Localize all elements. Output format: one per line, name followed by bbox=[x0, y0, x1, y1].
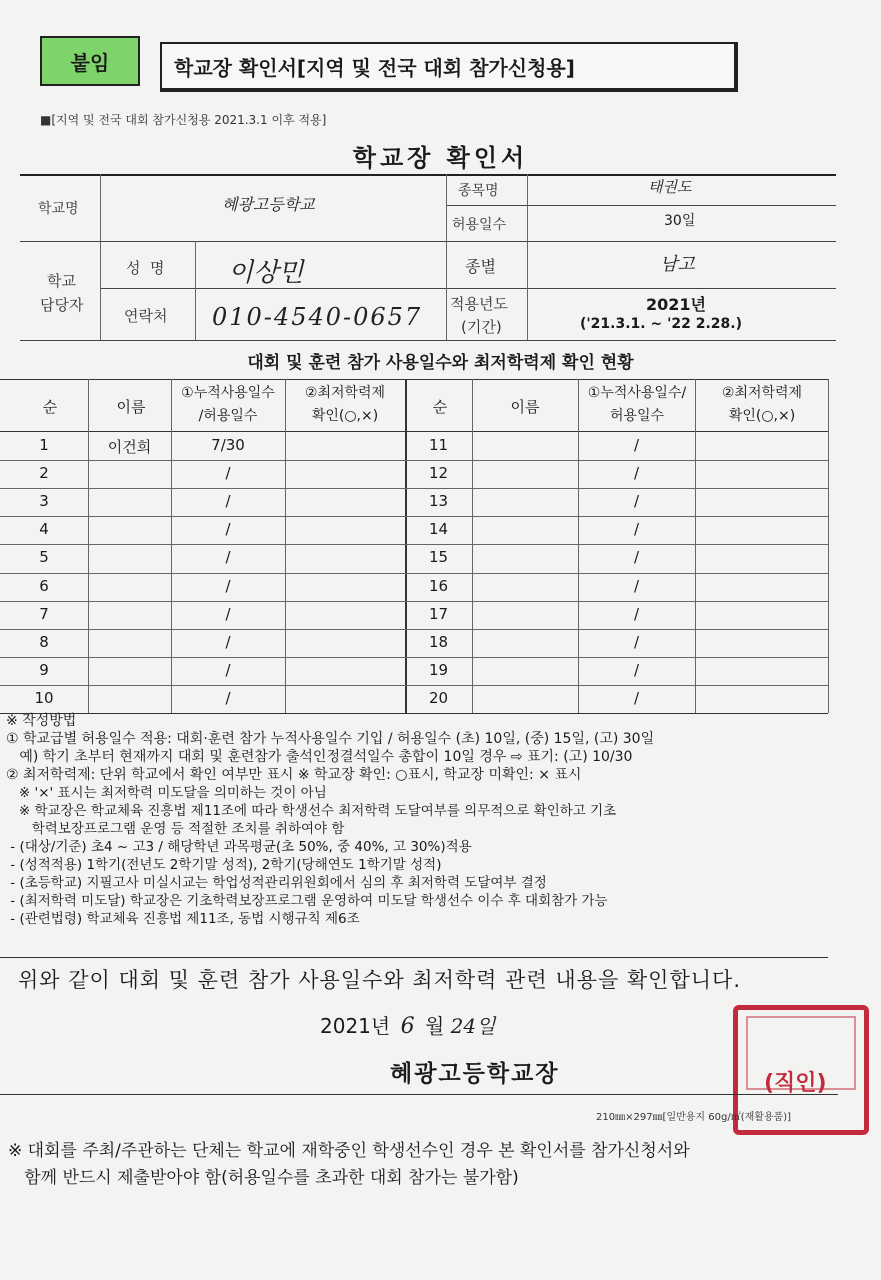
table-cell-no: 5 bbox=[39, 548, 49, 567]
school-name-value: 혜광고등학교 bbox=[222, 195, 315, 214]
col-check-header-2: 확인(○,×) bbox=[311, 408, 379, 424]
footnote-line-2: 함께 반드시 제출받아야 함(허용일수를 초과한 대회 참가는 불가함) bbox=[8, 1168, 519, 1188]
period-value: ('21.3.1. ~ '22 2.28.) bbox=[580, 316, 742, 332]
table-cell-no: 17 bbox=[428, 604, 449, 623]
note-line: ※ '×' 표시는 최저학력 미도달을 의미하는 것이 아님 bbox=[6, 785, 327, 801]
page-title: 학교장 확인서 bbox=[352, 144, 529, 172]
table-cell-no: 15 bbox=[428, 548, 449, 567]
table-cell-used: / bbox=[633, 436, 640, 454]
table-cell-no: 12 bbox=[428, 464, 449, 483]
col-used-header: ①누적사용일수 bbox=[181, 385, 275, 401]
person-label: 학교 bbox=[47, 272, 76, 290]
table-cell-used: / bbox=[633, 604, 640, 623]
name-value: 이상민 bbox=[228, 258, 304, 288]
note-line: - (성적적용) 1학기(전년도 2학기말 성적), 2학기(당해연도 1학기말 성적) bbox=[6, 857, 442, 873]
divider bbox=[20, 340, 836, 341]
col-no-header-right: 순 bbox=[432, 398, 448, 416]
table-cell-used: / bbox=[225, 604, 231, 623]
note-line: ② 최저학력제: 단위 학교에서 확인 여부만 표시 ※ 학교장 확인: ○표시, 학교장 미확인: × 표시 bbox=[6, 767, 582, 783]
divider bbox=[20, 174, 836, 176]
contact-label: 연락처 bbox=[124, 307, 168, 325]
table-cell-no: 18 bbox=[428, 632, 449, 651]
row-divider bbox=[0, 685, 828, 686]
divider bbox=[20, 241, 836, 242]
divider bbox=[100, 174, 101, 340]
col-check-header-right-2: 확인(○,×) bbox=[728, 408, 796, 424]
sport-value: 태권도 bbox=[648, 178, 692, 196]
table-cell-used: / bbox=[633, 492, 640, 511]
divider bbox=[828, 379, 829, 713]
divider bbox=[472, 379, 473, 713]
date-day: 24일 bbox=[450, 1014, 496, 1038]
name-label: 성 명 bbox=[126, 259, 165, 277]
sport-label: 종목명 bbox=[458, 183, 499, 199]
col-check-header: ②최저학력제 bbox=[304, 385, 386, 401]
writing-instructions bbox=[6, 712, 866, 928]
table-cell-used: / bbox=[225, 464, 231, 483]
table-cell-used: / bbox=[225, 520, 231, 539]
attachment-tag: 붙임 bbox=[40, 36, 140, 86]
person-label-2: 담당자 bbox=[40, 296, 84, 314]
table-cell-no: 13 bbox=[428, 492, 449, 511]
applicability-note: ■[지역 및 전국 대회 참가신청용 2021.3.1 이후 적용] bbox=[40, 113, 327, 127]
row-divider bbox=[0, 573, 828, 574]
note-line: - (관련법령) 학교체육 진흥법 제11조, 동법 시행규칙 제6조 bbox=[6, 911, 360, 927]
table-cell-used: / bbox=[633, 632, 640, 651]
table-cell-used: / bbox=[633, 548, 640, 567]
table-cell-used: / bbox=[633, 576, 640, 595]
gender-label: 종별 bbox=[465, 257, 496, 276]
table-cell-used: / bbox=[225, 632, 231, 651]
table-cell-no: 3 bbox=[39, 492, 49, 511]
col-used-header-right: ①누적사용일수/ bbox=[587, 385, 687, 401]
year-label-2: (기간) bbox=[461, 318, 502, 336]
row-divider bbox=[0, 460, 828, 461]
gender-value: 남고 bbox=[660, 254, 695, 275]
col-name-header: 이름 bbox=[116, 398, 146, 416]
note-line: - (대상/기준) 초4 ~ 고3 / 해당학년 과목평균(초 50%, 중 40%, 고 30%)적용 bbox=[6, 839, 472, 855]
divider bbox=[0, 379, 828, 380]
divider bbox=[0, 1094, 838, 1095]
table-cell-no: 6 bbox=[39, 576, 49, 595]
divider bbox=[527, 174, 528, 340]
col-no-header: 순 bbox=[42, 398, 58, 416]
row-divider bbox=[0, 488, 828, 489]
school-head: 혜광고등학교장 bbox=[390, 1061, 560, 1087]
seal-label: (직인) bbox=[764, 1071, 827, 1096]
table-cell-used: / bbox=[225, 548, 231, 567]
signing-date bbox=[320, 1010, 495, 1039]
table-cell-no: 8 bbox=[39, 632, 49, 651]
table-cell-no: 10 bbox=[34, 688, 54, 707]
note-line: - (초등학교) 지필고사 미실시교는 학업성적관리위원회에서 심의 후 최저학력 도달여부 결정 bbox=[6, 875, 547, 891]
divider bbox=[0, 957, 828, 958]
table-cell-used: / bbox=[225, 576, 231, 595]
table-cell-no: 11 bbox=[428, 436, 449, 454]
document-heading: 학교장 확인서[지역 및 전국 대회 참가신청용] bbox=[160, 42, 738, 92]
table-cell-no: 7 bbox=[39, 604, 49, 623]
table-cell-no: 1 bbox=[39, 436, 49, 454]
row-divider bbox=[0, 657, 828, 658]
table-cell-no: 2 bbox=[39, 464, 49, 483]
col-used-header-right-2: 허용일수 bbox=[609, 408, 665, 424]
table-cell-used: 7/30 bbox=[211, 436, 245, 454]
confirmation-statement: 위와 같이 대회 및 훈련 참가 사용일수와 최저학력 관련 내용을 확인합니다. bbox=[18, 968, 742, 992]
year-value: 2021년 bbox=[646, 295, 706, 314]
section-title: 대회 및 훈련 참가 사용일수와 최저학력제 확인 현황 bbox=[247, 353, 634, 373]
col-check-header-right: ②최저학력제 bbox=[721, 385, 803, 401]
divider bbox=[446, 205, 836, 206]
note-line: ① 학교급별 허용일수 적용: 대회·훈련 참가 누적사용일수 기입 / 허용일수 (초) 10일, (중) 15일, (고) 30일 bbox=[6, 731, 655, 747]
table-cell-no: 19 bbox=[428, 660, 449, 679]
note-line: 학력보장프로그램 운영 등 적절한 조치를 취하여야 함 bbox=[6, 821, 345, 837]
divider bbox=[195, 241, 196, 340]
paper-size-note: 210㎜×297㎜[일반용지 60g/㎡(재활용품)] bbox=[596, 1112, 792, 1123]
allowed-days-value: 30일 bbox=[664, 213, 696, 229]
col-used-header-2: /허용일수 bbox=[198, 408, 258, 424]
divider bbox=[285, 379, 286, 713]
year-label: 적용년도 bbox=[450, 295, 508, 313]
school-name-label: 학교명 bbox=[38, 201, 79, 217]
table-cell-no: 20 bbox=[428, 688, 449, 707]
row-divider bbox=[0, 544, 828, 545]
date-month: 6 bbox=[400, 1014, 415, 1039]
table-cell-used: / bbox=[225, 688, 231, 707]
row-divider bbox=[0, 629, 828, 630]
date-month-unit: 월 bbox=[424, 1014, 445, 1038]
date-year: 2021년 bbox=[320, 1014, 391, 1038]
divider bbox=[695, 379, 696, 713]
contact-value: 010-4540-0657 bbox=[212, 303, 423, 331]
divider bbox=[88, 379, 89, 713]
table-cell-used: / bbox=[633, 464, 640, 483]
footnote-line-1: ※ 대회를 주최/주관하는 단체는 학교에 재학중인 학생선수인 경우 본 확인서를 참가신청서와 bbox=[8, 1141, 690, 1161]
table-cell-used: / bbox=[633, 660, 640, 679]
row-divider bbox=[0, 601, 828, 602]
note-line: - (최저학력 미도달) 학교장은 기초학력보장프로그램 운영하여 미도달 학생선수 이수 후 대회참가 가능 bbox=[6, 893, 608, 909]
table-cell-used: / bbox=[225, 492, 231, 511]
note-line: 예) 학기 초부터 현재까지 대회 및 훈련참가 출석인정결석일수 총합이 10일 경우 ⇨ 표기: (고) 10/30 bbox=[6, 749, 633, 765]
col-name-header-right: 이름 bbox=[510, 398, 540, 416]
allowed-days-label: 허용일수 bbox=[452, 217, 507, 233]
divider bbox=[0, 431, 828, 432]
table-cell-no: 4 bbox=[39, 520, 49, 539]
note-line: ※ 작성방법 bbox=[6, 713, 77, 729]
table-cell-name: 이건희 bbox=[107, 438, 152, 456]
divider bbox=[446, 174, 447, 340]
footnote bbox=[8, 1138, 868, 1192]
table-cell-used: / bbox=[633, 688, 640, 707]
table-cell-used: / bbox=[633, 520, 640, 539]
table-cell-used: / bbox=[225, 660, 231, 679]
table-cell-no: 9 bbox=[39, 660, 49, 679]
table-cell-no: 14 bbox=[428, 520, 449, 539]
table-cell-no: 16 bbox=[428, 576, 449, 595]
divider bbox=[100, 288, 836, 289]
note-line: ※ 학교장은 학교체육 진흥법 제11조에 따라 학생선수 최저학력 도달여부를 의무적으로 확인하고 기초 bbox=[6, 803, 617, 819]
row-divider bbox=[0, 516, 828, 517]
